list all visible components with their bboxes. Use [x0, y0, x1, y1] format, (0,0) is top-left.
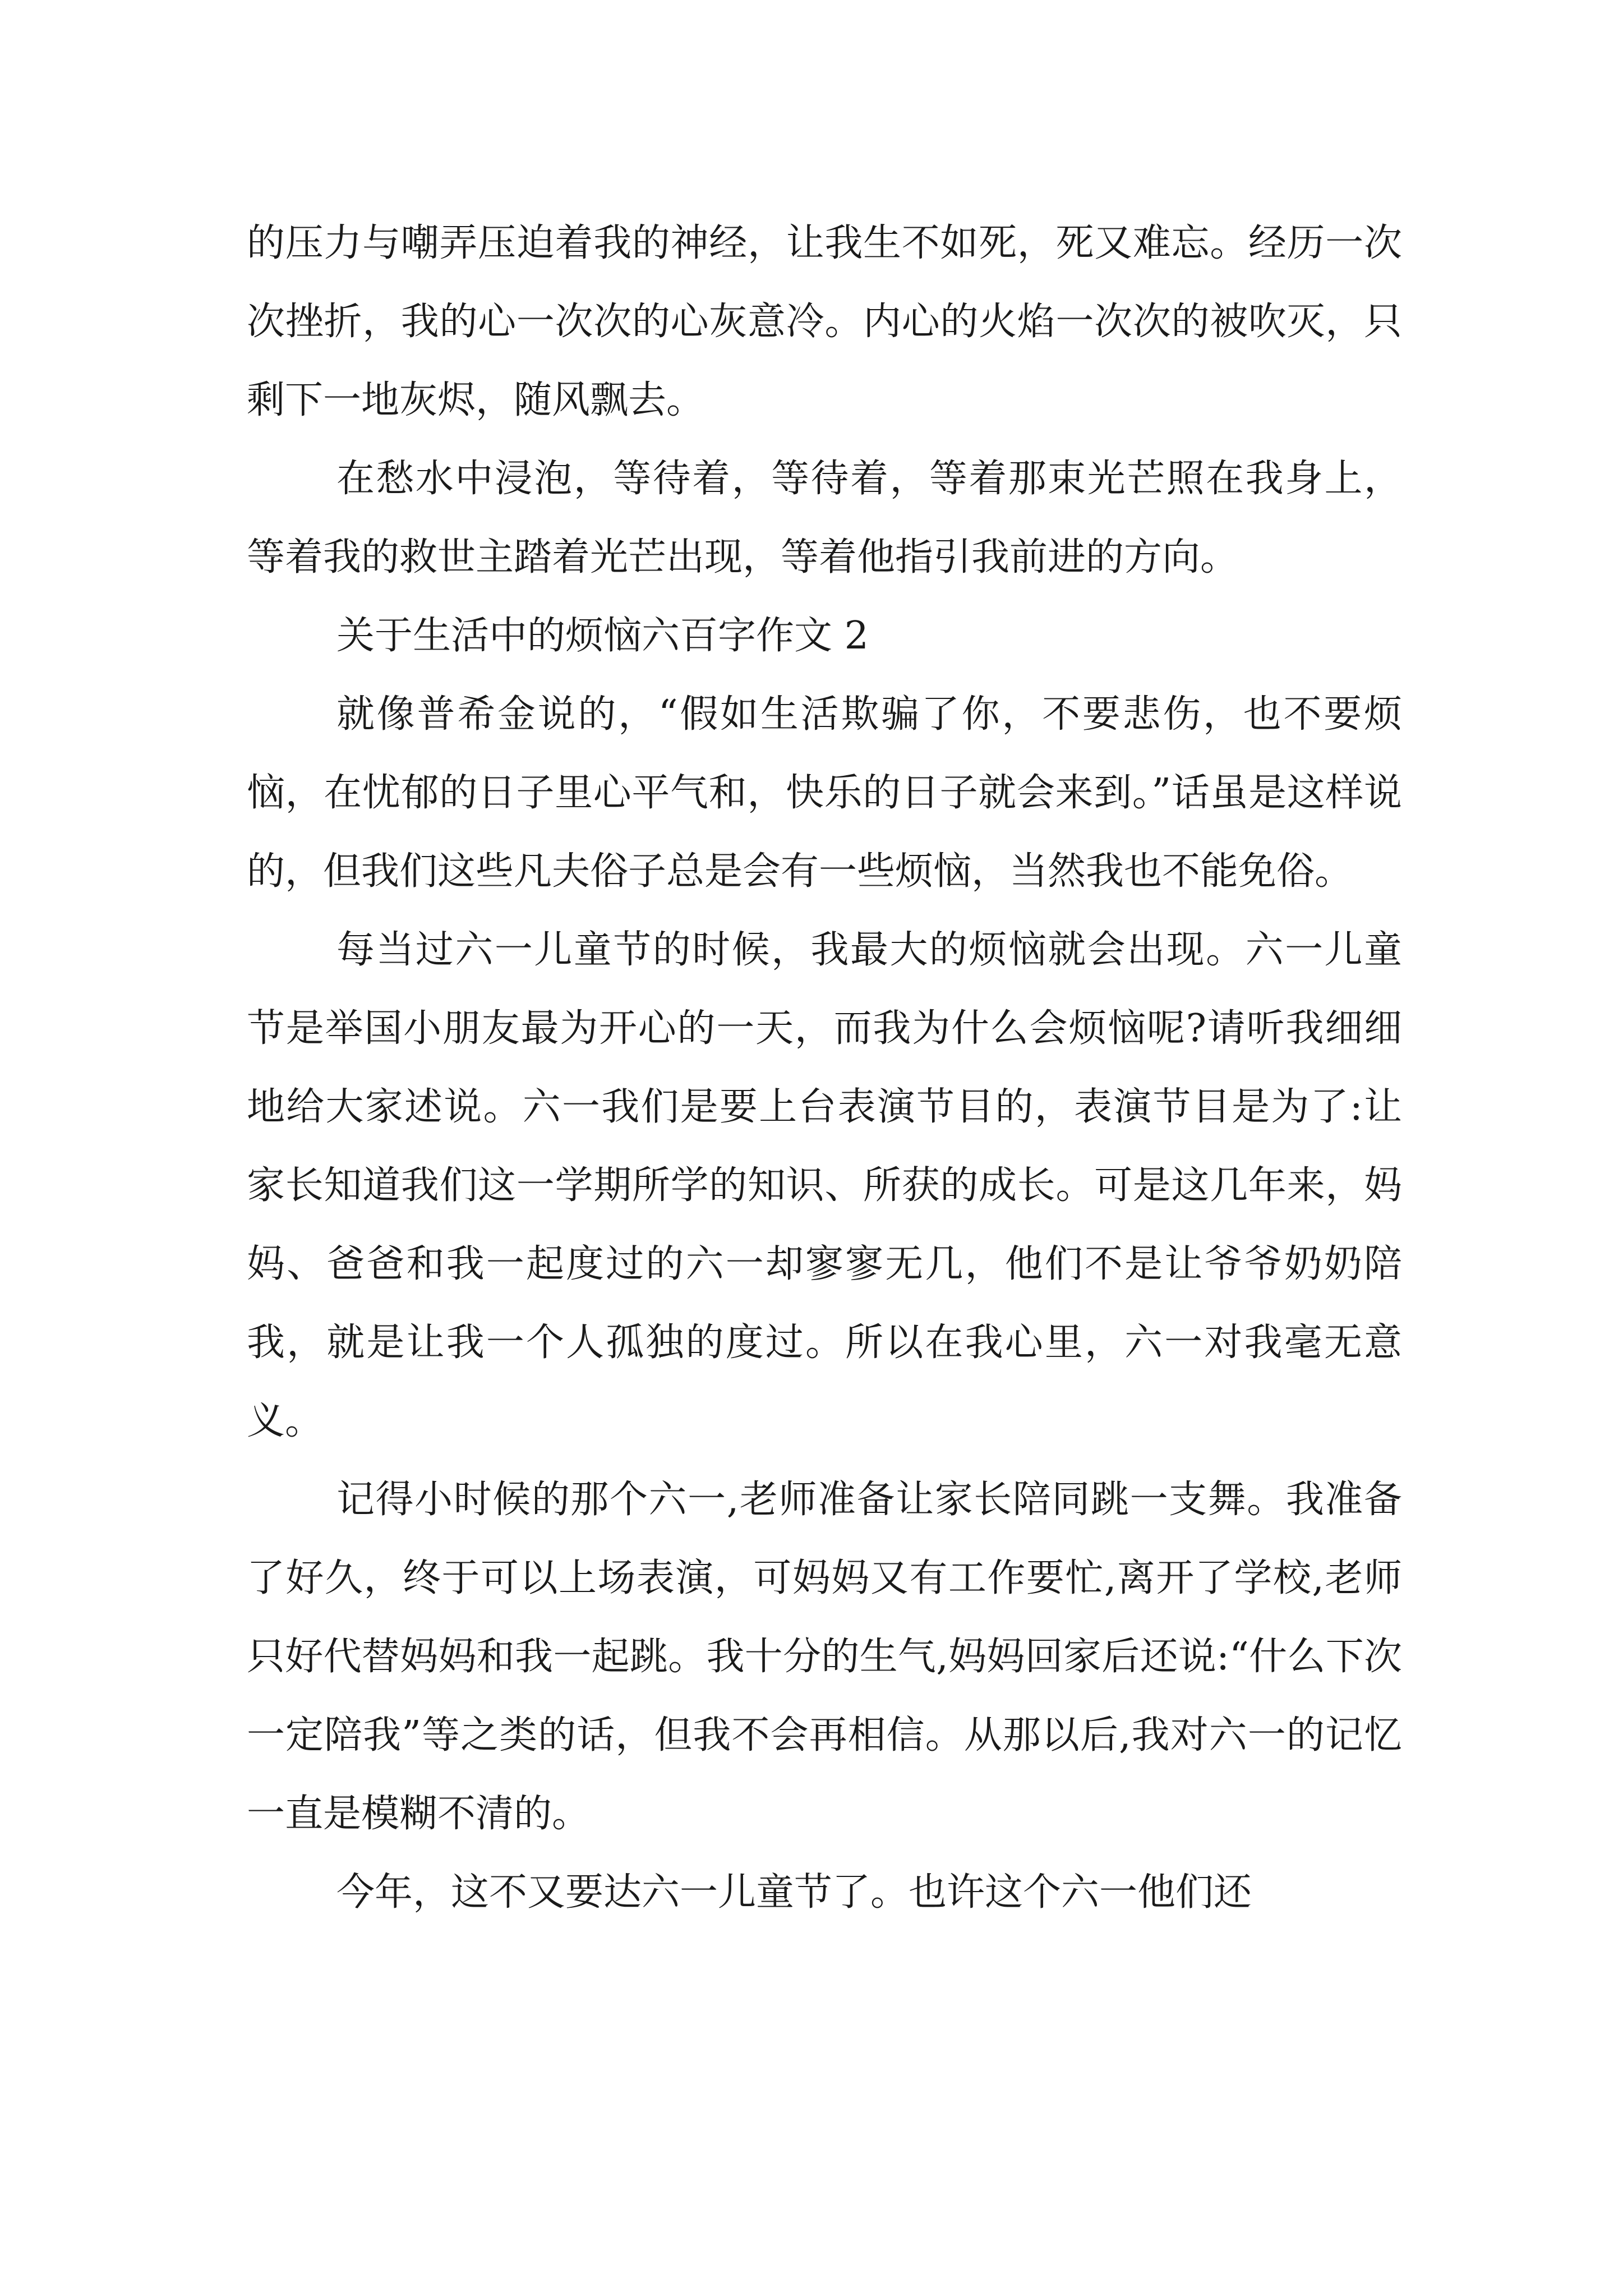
paragraph-waiting: 在愁水中浸泡，等待着，等待着，等着那束光芒照在我身上，等着我的救世主踏着光芒出现，等着他指引我前进的方向。 — [247, 457, 1402, 579]
paragraph-this-year: 今年，这不又要达六一儿童节了。也许这个六一他们还 — [336, 1870, 1252, 1915]
paragraph-memory: 记得小时候的那个六一,老师准备让家长陪同跳一支舞。我准备了好久，终于可以上场表演，可妈妈又有工作要忙,离开了学校,老师只好代替妈妈和我一起跳。我十分的生气,妈妈回家后还说:“什么下次一定陪我”等之类的话，但我不会再相信。从那以后,我对六一的记忆一直是模糊不清的。 — [247, 1478, 1402, 1836]
paragraph-childrens-day: 每当过六一儿童节的时候，我最大的烦恼就会出现。六一儿童节是举国小朋友最为开心的一天，而我为什么会烦恼呢?请听我细细地给大家述说。六一我们是要上台表演节目的，表演节目是为了:让家长知道我们这一学期所学的知识、所获的成长。可是这几年来，妈妈、爸爸和我一起度过的六一却寥寥无几，他们不是让爷爷奶奶陪我，就是让我一个人孤独的度过。所以在我心里，六一对我毫无意义。 — [247, 928, 1402, 1443]
paragraph-pushkin-quote: 就像普希金说的，“假如生活欺骗了你，不要悲伤，也不要烦恼，在忧郁的日子里心平气和，快乐的日子就会来到。”话虽是这样说的，但我们这些凡夫俗子总是会有一些烦恼，当然我也不能免俗。 — [247, 692, 1402, 894]
essay-title: 关于生活中的烦恼六百字作文 2 — [336, 614, 869, 658]
essay-body — [247, 204, 1402, 1932]
paragraph-continued: 的压力与嘲弄压迫着我的神经，让我生不如死，死又难忘。经历一次次挫折，我的心一次次的心灰意冷。内心的火焰一次次的被吹灭，只剩下一地灰烬，随风飘去。 — [247, 221, 1402, 422]
